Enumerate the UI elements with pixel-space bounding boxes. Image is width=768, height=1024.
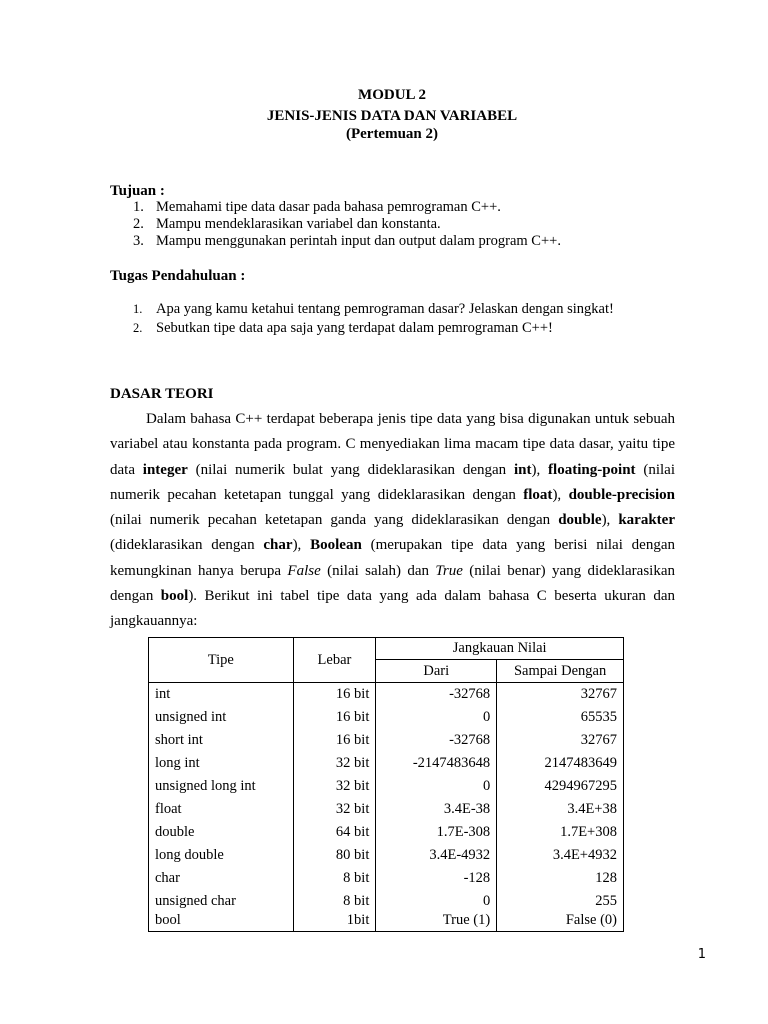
tugas-heading: Tugas Pendahuluan : xyxy=(110,268,246,284)
cell-lebar: 16 bit xyxy=(293,706,376,729)
table-row xyxy=(149,752,624,775)
table-row xyxy=(149,867,624,890)
term-karakter: karakter xyxy=(618,512,675,529)
list-text: Mampu mendeklarasikan variabel dan konstanta. xyxy=(156,216,441,232)
cell-tipe: int xyxy=(149,683,294,707)
list-item xyxy=(133,300,614,319)
term-bool: bool xyxy=(160,588,189,605)
table-row xyxy=(149,844,624,867)
list-item xyxy=(133,199,561,216)
cell-dari: 0 xyxy=(376,775,497,798)
cell-tipe: unsigned int xyxy=(149,706,294,729)
cell-sampai: 128 xyxy=(497,867,624,890)
list-number: 1. xyxy=(133,199,144,215)
data-type-table xyxy=(148,637,624,932)
cell-lebar: 80 bit xyxy=(293,844,376,867)
cell-tipe: double xyxy=(149,821,294,844)
cell-lebar: 8 bit xyxy=(293,890,376,913)
paragraph-text: (dideklarasikan dengan xyxy=(110,537,264,554)
table-row xyxy=(149,821,624,844)
term-double: double xyxy=(558,512,602,529)
list-number: 2. xyxy=(133,216,144,232)
table-row xyxy=(149,729,624,752)
paragraph-text: (nilai numerik pecahan ketetapan tunggal yang dideklarasikan dengan xyxy=(110,461,676,503)
cell-sampai: 32767 xyxy=(497,729,624,752)
cell-tipe: unsigned char xyxy=(149,890,294,913)
tujuan-list xyxy=(133,199,561,250)
paragraph-text: (nilai salah) dan xyxy=(320,562,436,579)
table-row xyxy=(149,706,624,729)
term-boolean: Boolean xyxy=(310,537,362,554)
paragraph-text: ), xyxy=(292,537,311,554)
tujuan-heading: Tujuan : xyxy=(110,183,165,199)
cell-dari: True (1) xyxy=(376,913,497,932)
term-floating-point: floating-point xyxy=(548,461,636,478)
table-row xyxy=(149,913,624,932)
list-text: Memahami tipe data dasar pada bahasa pemrograman C++. xyxy=(156,199,501,215)
term-double-precision: double-precision xyxy=(568,486,675,503)
cell-sampai: 32767 xyxy=(497,683,624,707)
cell-tipe: char xyxy=(149,867,294,890)
cell-dari: 3.4E-38 xyxy=(376,798,497,821)
list-item xyxy=(133,319,614,338)
cell-lebar: 8 bit xyxy=(293,867,376,890)
paragraph-text: (nilai benar) yang dideklarasikan dengan xyxy=(110,562,675,605)
term-integer: integer xyxy=(142,461,188,478)
list-number: 3. xyxy=(133,233,144,249)
paragraph-text: ), xyxy=(531,461,549,478)
list-text: Sebutkan tipe data apa saja yang terdapat dalam pemrograman C++! xyxy=(156,320,553,336)
cell-tipe: short int xyxy=(149,729,294,752)
cell-lebar: 1bit xyxy=(293,913,376,932)
cell-tipe: bool xyxy=(149,913,294,932)
cell-lebar: 32 bit xyxy=(293,775,376,798)
cell-dari: 3.4E-4932 xyxy=(376,844,497,867)
table-body xyxy=(149,683,624,932)
cell-sampai: 65535 xyxy=(497,706,624,729)
cell-lebar: 16 bit xyxy=(293,729,376,752)
session-label: (Pertemuan 2) xyxy=(345,126,439,142)
cell-tipe: float xyxy=(149,798,294,821)
paragraph-text: ), xyxy=(552,486,569,503)
paragraph-text: Dalam bahasa C++ terdapat beberapa jenis tipe data yang bisa digunakan untuk sebuah variabel atau konstanta pada program. C menyediakan lima macam tipe data dasar, yaitu tipe data xyxy=(110,411,675,478)
header-dari: Dari xyxy=(376,660,497,683)
list-item xyxy=(133,233,561,250)
list-text: Mampu menggunakan perintah input dan output dalam program C++. xyxy=(156,233,561,249)
header-jangkauan-nilai: Jangkauan Nilai xyxy=(376,638,624,660)
cell-lebar: 32 bit xyxy=(293,752,376,775)
cell-sampai: 1.7E+308 xyxy=(497,821,624,844)
tugas-list xyxy=(133,300,614,338)
module-number: MODUL 2 xyxy=(358,87,426,103)
page-number: 1 xyxy=(697,947,706,962)
list-item xyxy=(133,216,561,233)
cell-sampai: 255 xyxy=(497,890,624,913)
document-title: JENIS-JENIS DATA DAN VARIABEL xyxy=(266,108,518,124)
paragraph-text: (merupakan tipe data yang berisi nilai dengan kemungkinan hanya berupa xyxy=(110,537,675,579)
cell-tipe: unsigned long int xyxy=(149,775,294,798)
table-row xyxy=(149,798,624,821)
header-sampai-dengan: Sampai Dengan xyxy=(497,660,624,683)
header-tipe: Tipe xyxy=(149,638,294,683)
paragraph-text: (nilai numerik bulat yang dideklarasikan dengan xyxy=(187,461,514,478)
list-number: 1. xyxy=(133,302,143,316)
cell-lebar: 32 bit xyxy=(293,798,376,821)
term-true: True xyxy=(435,562,463,579)
cell-dari: -2147483648 xyxy=(376,752,497,775)
term-char: char xyxy=(263,537,293,554)
table-row xyxy=(149,683,624,707)
paragraph-text: (nilai numerik pecahan ketetapan ganda yang dideklarasikan dengan xyxy=(110,512,559,529)
table-row xyxy=(149,775,624,798)
cell-lebar: 64 bit xyxy=(293,821,376,844)
cell-sampai: 2147483649 xyxy=(497,752,624,775)
header-lebar: Lebar xyxy=(293,638,376,683)
cell-dari: -128 xyxy=(376,867,497,890)
cell-sampai: False (0) xyxy=(497,913,624,932)
paragraph-text: ). Berikut ini tabel tipe data yang ada dalam bahasa C beserta ukuran dan jangkauannya: xyxy=(110,588,675,630)
list-number: 2. xyxy=(133,321,143,335)
cell-lebar: 16 bit xyxy=(293,683,376,707)
cell-dari: 0 xyxy=(376,706,497,729)
dasar-teori-heading: DASAR TEORI xyxy=(110,386,214,402)
list-text: Apa yang kamu ketahui tentang pemrograman dasar? Jelaskan dengan singkat! xyxy=(156,301,614,317)
cell-tipe: long double xyxy=(149,844,294,867)
cell-sampai: 3.4E+38 xyxy=(497,798,624,821)
dasar-teori-paragraph xyxy=(110,407,675,635)
cell-dari: -32768 xyxy=(376,729,497,752)
term-int: int xyxy=(513,461,532,478)
paragraph-text: ), xyxy=(601,512,619,529)
cell-dari: 0 xyxy=(376,890,497,913)
term-float: float xyxy=(523,486,553,503)
cell-sampai: 4294967295 xyxy=(497,775,624,798)
cell-dari: -32768 xyxy=(376,683,497,707)
cell-sampai: 3.4E+4932 xyxy=(497,844,624,867)
cell-dari: 1.7E-308 xyxy=(376,821,497,844)
term-false: False xyxy=(287,562,321,579)
table-row xyxy=(149,890,624,913)
cell-tipe: long int xyxy=(149,752,294,775)
